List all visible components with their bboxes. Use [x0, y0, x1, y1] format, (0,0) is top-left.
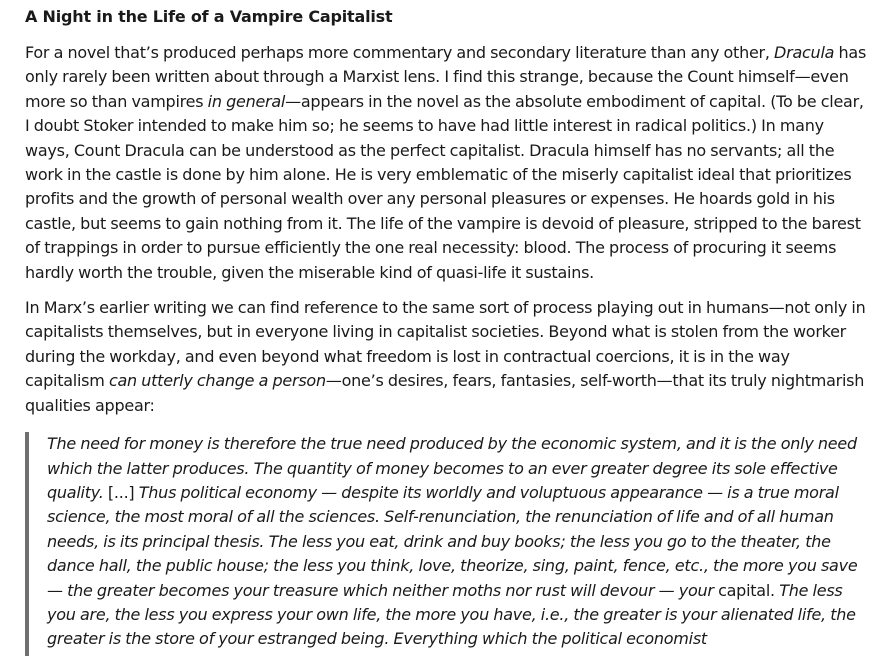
paragraph-1 — [25, 41, 872, 285]
paragraph-2-text-2: —one’s desires, fears, fantasies, self-worth—that its truly nightmarish qualities appear: — [25, 371, 865, 415]
blockquote-text-3: The less you are, the less you express your own life, the more you have, i.e., the greater is your alienated life, the greater is the store of your estranged being. Everything which the political economist — [47, 580, 856, 649]
paragraph-1-text-3: —appears in the novel as the absolute embodiment of capital. (To be clear, I doubt Stoker intended to make him so; he seems to have had little interest in radical politics.) In many ways, Count Dracula can be understood as the perfect capitalist. Dracula himself has no servants; all the work in the castle is done by him alone. He is very emblematic of the miserly capitalist ideal that prioritizes profits and the growth of personal wealth over any personal pleasures or expenses. He hoards gold in his castle, but seems to gain nothing from it. The life of the vampire is devoid of pleasure, stripped to the barest of trappings in order to pursue efficiently the one real necessity: blood. The process of procuring it seems hardly worth the trouble, given the miserable kind of quasi-life it sustains. — [25, 91, 864, 282]
blockquote-bar — [25, 432, 29, 656]
paragraph-1-text-1: For a novel that’s produced perhaps more commentary and secondary literature than any other, — [25, 43, 775, 62]
paragraph-2 — [25, 296, 872, 418]
article-title: A Night in the Life of a Vampire Capitalist — [25, 7, 393, 26]
blockquote-ellipsis: [...] — [107, 482, 135, 502]
blockquote-text-1: The need for money is therefore the true need produced by the economic system, and it is the only need which the latter produces. The quantity of money becomes to an ever greater degree its sole effective quality. — [47, 434, 857, 502]
paragraph-2-italic-phrase: can utterly change a person — [108, 371, 326, 391]
paragraph-1-text-2: has only rarely been written about through a Marxist lens. I find this strange, because the Count himself—even more so than vampires — [25, 43, 867, 111]
paragraph-2-text-1: In Marx’s earlier writing we can find reference to the same sort of process playing out in humans—not only in capitalists themselves, but in everyone living in capitalist societies. Beyond what is stolen from the worker during the workday, and even beyond what freedom is lost in contractual coercions, it is in the way capitalism — [25, 298, 866, 391]
blockquote-text-2: Thus political economy — despite its worldly and voluptuous appearance — is a true moral science, the most moral of all the sciences. Self-renunciation, the renunciation of life and of all human needs, is its principal thesis. The less you eat, drink and buy books; the less you go to the theater, the dance hall, the public house; the less you think, love, theorize, sing, paint, fence, etc., the more you save — the greater becomes your treasure which neither moths nor rust will devour — your — [47, 482, 858, 600]
blockquote — [25, 432, 872, 652]
paragraph-1-italic-in-general: in general — [207, 91, 286, 111]
paragraph-1-italic-dracula: Dracula — [774, 43, 835, 62]
blockquote-capital-word: capital. — [718, 580, 775, 600]
